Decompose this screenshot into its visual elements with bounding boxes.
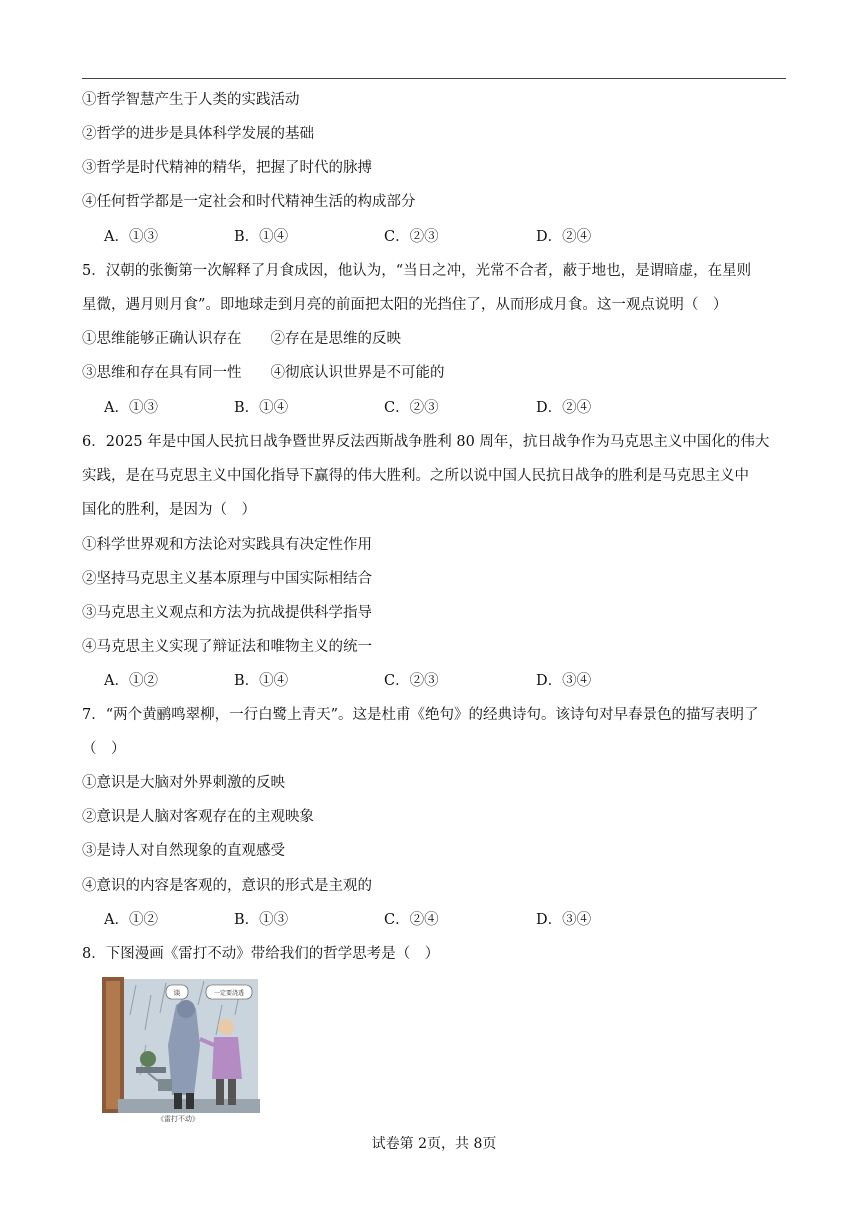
q6-stem-line-2: 实践，是在马克思主义中国化指导下赢得的伟大胜利。之所以说中国人民抗日战争的胜利是马克思主义中: [82, 468, 749, 484]
q7-item-2: ②意识是人脑对客观存在的主观映象: [82, 809, 314, 825]
q7-option-c[interactable]: C．②④: [384, 912, 439, 928]
q6-stem-line-3: 国化的胜利，是因为（ ）: [82, 502, 256, 518]
q4-option-a[interactable]: A．①③: [104, 229, 158, 245]
q6-options: [104, 671, 784, 691]
q7-options: [104, 910, 784, 930]
bubble-left-text: 谈: [173, 989, 181, 997]
q7-item-1: ①意识是大脑对外界刺激的反映: [82, 775, 285, 791]
q5-option-b[interactable]: B．①④: [234, 400, 289, 416]
q4-item-1: ①哲学智慧产生于人类的实践活动: [82, 92, 300, 108]
q6-stem-line-1: 6．2025 年是中国人民抗日战争暨世界反法西斯战争胜利 80 周年，抗日战争作为马克思主义中国化的伟大: [82, 434, 770, 450]
q4-item-2: ②哲学的进步是具体科学发展的基础: [82, 126, 314, 142]
q5-item-row-1: ①思维能够正确认识存在 ②存在是思维的反映: [82, 331, 401, 347]
q5-item-row-2: ③思维和存在具有同一性 ④彻底认识世界是不可能的: [82, 365, 445, 381]
q7-option-d[interactable]: D．③④: [536, 912, 592, 928]
q4-item-4: ④任何哲学都是一定社会和时代精神生活的构成部分: [82, 194, 416, 210]
q5-stem-line-2: 星微，遇月则月食”。即地球走到月亮的前面把太阳的光挡住了，从而形成月食。这一观点说明（ ）: [82, 297, 728, 313]
q4-option-d[interactable]: D．②④: [536, 229, 592, 245]
q7-item-3: ③是诗人对自然现象的直观感受: [82, 843, 285, 859]
q4-item-3: ③哲学是时代精神的精华，把握了时代的脉搏: [82, 160, 372, 176]
q5-stem-line-1: 5．汉朝的张衡第一次解释了月食成因，他认为，“当日之冲，光常不合者，蔽于地也，是谓暗虚，在星则: [82, 263, 752, 279]
q7-stem-line-1: 7．“两个黄鹂鸣翠柳，一行白鹭上青天”。这是杜甫《绝句》的经典诗句。该诗句对早春景色的描写表明了: [82, 707, 759, 723]
q6-item-1: ①科学世界观和方法论对实践具有决定性作用: [82, 537, 372, 553]
cartoon-caption: 《雷打不动》: [157, 1115, 199, 1123]
q4-options: [104, 227, 784, 247]
q6-item-4: ④马克思主义实现了辩证法和唯物主义的统一: [82, 639, 372, 655]
q5-option-c[interactable]: C．②③: [384, 400, 439, 416]
cartoon-image: [96, 975, 260, 1117]
page-footer: 试卷第 2页，共 8页: [371, 1136, 497, 1152]
q7-option-a[interactable]: A．①②: [104, 912, 158, 928]
q6-item-3: ③马克思主义观点和方法为抗战提供科学指导: [82, 605, 372, 621]
q6-option-d[interactable]: D．③④: [536, 673, 592, 689]
q4-option-c[interactable]: C．②③: [384, 229, 439, 245]
q8-stem: 8．下图漫画《雷打不动》带给我们的哲学思考是（ ）: [82, 946, 440, 962]
q5-option-d[interactable]: D．②④: [536, 400, 592, 416]
q6-option-a[interactable]: A．①②: [104, 673, 158, 689]
q5-options: [104, 398, 784, 418]
q4-option-b[interactable]: B．①④: [234, 229, 289, 245]
q7-stem-line-2: （ ）: [82, 741, 126, 757]
header-rule: [82, 78, 786, 79]
q6-option-b[interactable]: B．①④: [234, 673, 289, 689]
q5-option-a[interactable]: A．①③: [104, 400, 158, 416]
q6-item-2: ②坚持马克思主义基本原理与中国实际相结合: [82, 571, 372, 587]
q7-option-b[interactable]: B．①③: [234, 912, 289, 928]
q7-item-4: ④意识的内容是客观的，意识的形式是主观的: [82, 878, 372, 894]
bubble-right-text: 一定要浇透: [213, 990, 245, 997]
q6-option-c[interactable]: C．②③: [384, 673, 439, 689]
